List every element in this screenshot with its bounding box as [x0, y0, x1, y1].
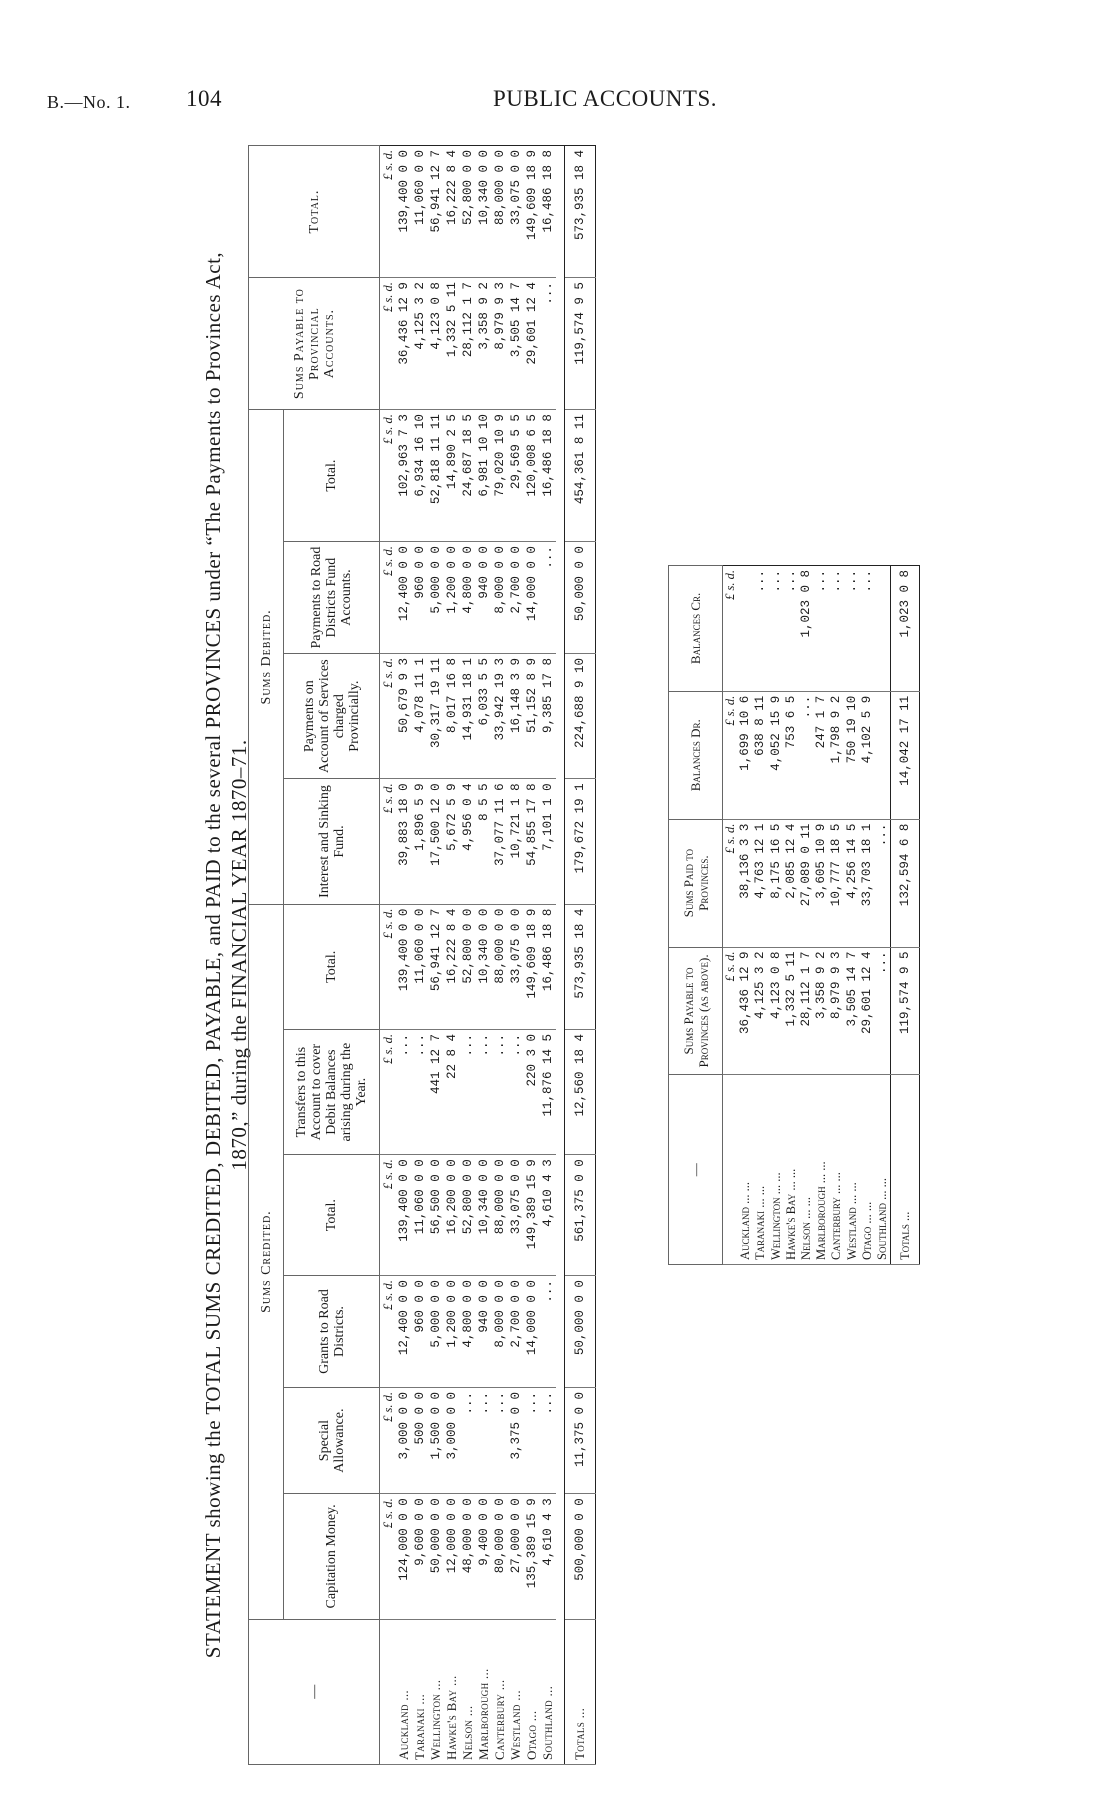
amount-cell: 16,486 18 8: [540, 904, 556, 1029]
column-header: Total.: [284, 904, 380, 1029]
province-name: Marlborough ...: [476, 1619, 492, 1764]
table-row: [492, 146, 508, 1765]
amount-cell: 124,000 0 0: [396, 1494, 412, 1619]
amount-cell: 638 8 11: [753, 691, 768, 819]
amount-cell: 10,340 0 0: [476, 904, 492, 1029]
amount-cell: 3,000 0 0: [444, 1387, 460, 1493]
table-row: [396, 146, 412, 1765]
province-name: Wellington ...: [428, 1619, 444, 1764]
amount-cell: ...: [460, 1387, 476, 1493]
province-name: Hawke's Bay ... ...: [784, 1075, 799, 1265]
amount-cell: 1,023 0 8: [799, 566, 814, 692]
amount-cell: 39,883 18 0: [396, 779, 412, 904]
amount-cell: 4,102 5 9: [860, 691, 875, 819]
amount-cell: 4,956 0 4: [460, 779, 476, 904]
amount-cell: 8,000 0 0: [492, 1276, 508, 1388]
amount-cell: 10,721 1 8: [508, 779, 524, 904]
amount-cell: 11,060 0 0: [412, 146, 428, 278]
amount-cell: ...: [860, 566, 875, 692]
amount-cell: ...: [476, 1387, 492, 1493]
total-cell: 50,000 0 0: [565, 1276, 596, 1388]
column-header: Interest and Sinking Fund.: [284, 779, 380, 904]
amount-cell: 8,979 9 3: [829, 947, 844, 1075]
total-cell: 1,023 0 8: [891, 566, 920, 692]
amount-cell: ...: [753, 566, 768, 692]
totals-row: [891, 566, 920, 1265]
amount-cell: 6,934 16 10: [412, 410, 428, 542]
table-row: [540, 146, 556, 1765]
unit-label: £ s. d.: [380, 1276, 397, 1388]
amount-cell: 940 0 0: [476, 542, 492, 654]
total-cell: 14,042 17 11: [891, 691, 920, 819]
unit-label: £ s. d.: [380, 904, 397, 1029]
table-row: [524, 146, 540, 1765]
amount-cell: 16,148 3 9: [508, 654, 524, 779]
amount-cell: ...: [492, 1387, 508, 1493]
amount-cell: 102,963 7 3: [396, 410, 412, 542]
page-number: 104: [186, 86, 222, 111]
document-reference: B.—No. 1.: [47, 92, 131, 112]
amount-cell: 33,942 19 3: [492, 654, 508, 779]
amount-cell: 88,000 0 0: [492, 146, 508, 278]
unit-label: £ s. d.: [380, 1155, 397, 1276]
amount-cell: 8,175 16 5: [769, 819, 784, 947]
amount-cell: 11,876 14 5: [540, 1029, 556, 1154]
amount-cell: 6,033 5 5: [476, 654, 492, 779]
amount-cell: 14,890 2 5: [444, 410, 460, 542]
spacer-cell: [556, 146, 565, 1765]
total-cell: 132,594 6 8: [891, 819, 920, 947]
column-header: Balances Cr.: [669, 566, 723, 692]
statement-heading: [200, 145, 252, 1765]
amount-cell: 33,075 0 0: [508, 1155, 524, 1276]
table-row: [460, 146, 476, 1765]
unit-label: £ s. d.: [380, 410, 397, 542]
amount-cell: 10,340 0 0: [476, 146, 492, 278]
amount-cell: 11,060 0 0: [412, 904, 428, 1029]
amount-cell: 4,256 14 5: [845, 819, 860, 947]
amount-cell: 3,605 10 9: [814, 819, 829, 947]
province-name: Westland ... ...: [845, 1075, 860, 1265]
province-name: Taranaki ... ...: [753, 1075, 768, 1265]
table-row: [476, 146, 492, 1765]
amount-cell: 149,609 18 9: [524, 146, 540, 278]
table-row: [412, 146, 428, 1765]
amount-cell: 54,855 17 8: [524, 779, 540, 904]
amount-cell: 5,000 0 0: [428, 1276, 444, 1388]
amount-cell: 441 12 7: [428, 1029, 444, 1154]
amount-cell: 52,818 11 11: [428, 410, 444, 542]
amount-cell: 500 0 0: [412, 1387, 428, 1493]
province-name: Southland ...: [540, 1619, 556, 1764]
province-name: Otago ...: [524, 1619, 540, 1764]
amount-cell: 33,703 18 1: [860, 819, 875, 947]
amount-cell: ...: [412, 1029, 428, 1154]
amount-cell: 3,358 9 2: [814, 947, 829, 1075]
amount-cell: 1,798 9 2: [829, 691, 844, 819]
amount-cell: 11,060 0 0: [412, 1155, 428, 1276]
amount-cell: 4,125 3 2: [753, 947, 768, 1075]
table-row: [875, 566, 891, 1265]
amount-cell: 1,699 10 6: [738, 691, 753, 819]
table-row: [753, 566, 768, 1265]
amount-cell: 51,152 8 9: [524, 654, 540, 779]
amount-cell: ...: [784, 566, 799, 692]
amount-cell: 3,375 0 0: [508, 1387, 524, 1493]
amount-cell: 3,505 14 7: [508, 278, 524, 410]
amount-cell: 56,941 12 7: [428, 904, 444, 1029]
amount-cell: 149,609 18 9: [524, 904, 540, 1029]
amount-cell: 9,400 0 0: [476, 1494, 492, 1619]
amount-cell: 29,601 12 4: [860, 947, 875, 1075]
amount-cell: ...: [476, 1029, 492, 1154]
amount-cell: ...: [540, 1276, 556, 1388]
amount-cell: 17,500 12 0: [428, 779, 444, 904]
province-name: Auckland ... ...: [738, 1075, 753, 1265]
unit-label: £ s. d.: [380, 1387, 397, 1493]
unit-label: £ s. d.: [380, 278, 397, 410]
unit-label: £ s. d.: [380, 542, 397, 654]
amount-cell: 56,500 0 0: [428, 1155, 444, 1276]
amount-cell: 88,000 0 0: [492, 1155, 508, 1276]
amount-cell: ...: [769, 566, 784, 692]
amount-cell: 8,979 9 3: [492, 278, 508, 410]
main-accounts-table: [248, 145, 596, 1765]
amount-cell: 6,981 10 10: [476, 410, 492, 542]
amount-cell: 4,763 12 1: [753, 819, 768, 947]
total-cell: 454,361 8 11: [565, 410, 596, 542]
amount-cell: ...: [829, 566, 844, 692]
amount-cell: 33,075 0 0: [508, 146, 524, 278]
amount-cell: 14,000 0 0: [524, 1276, 540, 1388]
statement-line-2: 1870,” during the FINANCIAL YEAR 1870–71.: [227, 739, 251, 1171]
amount-cell: 149,389 15 9: [524, 1155, 540, 1276]
total-cell: 500,000 0 0: [565, 1494, 596, 1619]
amount-cell: 29,601 12 4: [524, 278, 540, 410]
unit-label: £ s. d.: [380, 1494, 397, 1619]
amount-cell: 2,700 0 0: [508, 1276, 524, 1388]
table-row: [814, 566, 829, 1265]
amount-cell: 12,000 0 0: [444, 1494, 460, 1619]
amount-cell: 52,800 0 0: [460, 146, 476, 278]
amount-cell: 220 3 0: [524, 1029, 540, 1154]
amount-cell: [738, 566, 753, 692]
amount-cell: 135,389 15 9: [524, 1494, 540, 1619]
amount-cell: 4,123 0 8: [428, 278, 444, 410]
amount-cell: 5,672 5 9: [444, 779, 460, 904]
column-header: Transfers to this Account to cover Debit Balances arising during the Year.: [284, 1029, 380, 1154]
unit-label: £ s. d.: [723, 691, 739, 819]
amount-cell: ...: [814, 566, 829, 692]
column-header: Grants to Road Districts.: [284, 1276, 380, 1388]
amount-cell: 7,101 1 0: [540, 779, 556, 904]
amount-cell: 753 6 5: [784, 691, 799, 819]
amount-cell: 139,400 0 0: [396, 1155, 412, 1276]
total-cell: 573,935 18 4: [565, 904, 596, 1029]
amount-cell: ...: [460, 1029, 476, 1154]
spacer-row: [556, 146, 565, 1765]
amount-cell: 12,400 0 0: [396, 1276, 412, 1388]
amount-cell: 750 19 10: [845, 691, 860, 819]
amount-cell: 52,800 0 0: [460, 1155, 476, 1276]
province-balances-table: [668, 565, 920, 1265]
table-row: [738, 566, 753, 1265]
province-name: Otago ... ...: [860, 1075, 875, 1265]
statement-line-1: STATEMENT showing the TOTAL SUMS CREDITED, DEBITED, PAYABLE, and PAID to the several PROVINCES under “The Payments to Provinces Act,: [201, 251, 225, 1659]
amount-cell: 4,078 11 1: [412, 654, 428, 779]
province-name: Southland ... ...: [875, 1075, 891, 1265]
total-cell: 11,375 0 0: [565, 1387, 596, 1493]
amount-cell: 3,358 9 2: [476, 278, 492, 410]
amount-cell: 88,000 0 0: [492, 904, 508, 1029]
amount-cell: 27,089 0 11: [799, 819, 814, 947]
totals-row: [565, 146, 596, 1765]
unit-label: £ s. d.: [723, 947, 739, 1075]
amount-cell: 4,123 0 8: [769, 947, 784, 1075]
table-row: [508, 146, 524, 1765]
column-header: —: [669, 1075, 723, 1265]
group-header-debited: Sums Debited.: [249, 410, 284, 905]
amount-cell: 9,600 0 0: [412, 1494, 428, 1619]
amount-cell: 16,222 8 4: [444, 904, 460, 1029]
amount-cell: 16,486 18 8: [540, 146, 556, 278]
amount-cell: 50,000 0 0: [428, 1494, 444, 1619]
column-header-province: —: [249, 1619, 380, 1764]
amount-cell: ...: [508, 1029, 524, 1154]
amount-cell: 960 0 0: [412, 1276, 428, 1388]
amount-cell: 1,200 0 0: [444, 1276, 460, 1388]
amount-cell: 50,679 9 3: [396, 654, 412, 779]
amount-cell: 56,941 12 7: [428, 146, 444, 278]
amount-cell: 2,085 12 4: [784, 819, 799, 947]
unit-label: £ s. d.: [723, 819, 739, 947]
amount-cell: ...: [540, 278, 556, 410]
amount-cell: ...: [875, 819, 891, 947]
amount-cell: 10,777 18 5: [829, 819, 844, 947]
amount-cell: 4,052 15 9: [769, 691, 784, 819]
amount-cell: ...: [875, 947, 891, 1075]
column-header-payable-provincial: Sums Payable to Provincial Accounts.: [249, 278, 380, 410]
column-header: Total.: [284, 410, 380, 542]
table-row: [784, 566, 799, 1265]
total-cell: 50,000 0 0: [565, 542, 596, 654]
amount-cell: 14,000 0 0: [524, 542, 540, 654]
amount-cell: 139,400 0 0: [396, 904, 412, 1029]
total-cell: 119,574 9 5: [891, 947, 920, 1075]
amount-cell: 28,112 1 7: [460, 278, 476, 410]
amount-cell: 4,610 4 3: [540, 1155, 556, 1276]
unit-label: £ s. d.: [380, 146, 397, 278]
total-cell: 561,375 0 0: [565, 1155, 596, 1276]
amount-cell: 52,800 0 0: [460, 904, 476, 1029]
amount-cell: 4,800 0 0: [460, 1276, 476, 1388]
amount-cell: ...: [540, 542, 556, 654]
province-name: Taranaki ...: [412, 1619, 428, 1764]
amount-cell: 14,931 18 1: [460, 654, 476, 779]
column-header: Total.: [284, 1155, 380, 1276]
province-name: Canterbury ... ...: [829, 1075, 844, 1265]
province-name: Canterbury ...: [492, 1619, 508, 1764]
column-header: Sums Paid to Provinces.: [669, 819, 723, 947]
column-header: Balances Dr.: [669, 691, 723, 819]
amount-cell: ...: [524, 1387, 540, 1493]
amount-cell: 10,340 0 0: [476, 1155, 492, 1276]
amount-cell: 38,136 3 3: [738, 819, 753, 947]
amount-cell: 960 0 0: [412, 542, 428, 654]
total-cell: 179,672 19 1: [565, 779, 596, 904]
amount-cell: 3,000 0 0: [396, 1387, 412, 1493]
amount-cell: 3,505 14 7: [845, 947, 860, 1075]
province-name: Auckland ...: [396, 1619, 412, 1764]
table-row: [799, 566, 814, 1265]
table-row: [829, 566, 844, 1265]
amount-cell: 9,385 17 8: [540, 654, 556, 779]
amount-cell: 120,008 6 5: [524, 410, 540, 542]
amount-cell: 4,125 3 2: [412, 278, 428, 410]
unit-label: £ s. d.: [380, 779, 397, 904]
unit-label: £ s. d.: [380, 1029, 397, 1154]
table-row: [428, 146, 444, 1765]
amount-cell: 16,200 0 0: [444, 1155, 460, 1276]
amount-cell: [875, 691, 891, 819]
total-cell: 12,560 18 4: [565, 1029, 596, 1154]
province-name: Westland ...: [508, 1619, 524, 1764]
amount-cell: 247 1 7: [814, 691, 829, 819]
amount-cell: 27,000 0 0: [508, 1494, 524, 1619]
amount-cell: ...: [492, 1029, 508, 1154]
total-cell: 119,574 9 5: [565, 278, 596, 410]
column-header: Special Allowance.: [284, 1387, 380, 1493]
amount-cell: 80,000 0 0: [492, 1494, 508, 1619]
province-name: Marlborough ... ...: [814, 1075, 829, 1265]
amount-cell: 1,332 5 11: [784, 947, 799, 1075]
table-row: [845, 566, 860, 1265]
amount-cell: 940 0 0: [476, 1276, 492, 1388]
amount-cell: 4,610 4 3: [540, 1494, 556, 1619]
amount-cell: 16,486 18 8: [540, 410, 556, 542]
amount-cell: 28,112 1 7: [799, 947, 814, 1075]
amount-cell: 8,017 16 8: [444, 654, 460, 779]
total-cell: 224,688 9 10: [565, 654, 596, 779]
unit-label: [723, 1075, 739, 1265]
amount-cell: ...: [396, 1029, 412, 1154]
amount-cell: 12,400 0 0: [396, 542, 412, 654]
amount-cell: 33,075 0 0: [508, 904, 524, 1029]
amount-cell: 37,077 11 6: [492, 779, 508, 904]
column-header: Capitation Money.: [284, 1494, 380, 1619]
amount-cell: 36,436 12 9: [396, 278, 412, 410]
amount-cell: 30,317 19 11: [428, 654, 444, 779]
table-row: [444, 146, 460, 1765]
amount-cell: ...: [799, 691, 814, 819]
total-cell: 573,935 18 4: [565, 146, 596, 278]
amount-cell: 1,332 5 11: [444, 278, 460, 410]
province-name: Hawke's Bay ...: [444, 1619, 460, 1764]
province-name: Nelson ...: [460, 1619, 476, 1764]
table-row: [860, 566, 875, 1265]
amount-cell: 1,200 0 0: [444, 542, 460, 654]
column-header: Payments to Road Districts Fund Accounts.: [284, 542, 380, 654]
column-header: Payments on Account of Services charged Provincially.: [284, 654, 380, 779]
province-name: Wellington ... ...: [769, 1075, 784, 1265]
amount-cell: 5,000 0 0: [428, 542, 444, 654]
unit-label: £ s. d.: [723, 566, 739, 692]
totals-label: Totals ...: [891, 1075, 920, 1265]
amount-cell: 8,000 0 0: [492, 542, 508, 654]
province-name: Nelson ... ...: [799, 1075, 814, 1265]
amount-cell: 1,500 0 0: [428, 1387, 444, 1493]
amount-cell: 139,400 0 0: [396, 146, 412, 278]
amount-cell: 1,896 5 9: [412, 779, 428, 904]
amount-cell: ...: [540, 1387, 556, 1493]
amount-cell: 2,700 0 0: [508, 542, 524, 654]
amount-cell: 79,020 10 9: [492, 410, 508, 542]
column-header: Sums Payable to Provinces (as above).: [669, 947, 723, 1075]
amount-cell: ...: [845, 566, 860, 692]
page-title: PUBLIC ACCOUNTS.: [493, 86, 717, 111]
amount-cell: 48,000 0 0: [460, 1494, 476, 1619]
amount-cell: 29,569 5 5: [508, 410, 524, 542]
amount-cell: 16,222 8 4: [444, 146, 460, 278]
amount-cell: 36,436 12 9: [738, 947, 753, 1075]
group-header-credited: Sums Credited.: [249, 904, 284, 1619]
column-header-grand-total: Total.: [249, 146, 380, 278]
amount-cell: [875, 566, 891, 692]
amount-cell: 8 5 5: [476, 779, 492, 904]
rotated-statement: [200, 145, 912, 1765]
amount-cell: 4,800 0 0: [460, 542, 476, 654]
unit-label: £ s. d.: [380, 654, 397, 779]
amount-cell: 24,687 18 5: [460, 410, 476, 542]
totals-label: Totals ...: [565, 1619, 596, 1764]
unit-label: [380, 1619, 397, 1764]
amount-cell: 22 8 4: [444, 1029, 460, 1154]
table-row: [769, 566, 784, 1265]
